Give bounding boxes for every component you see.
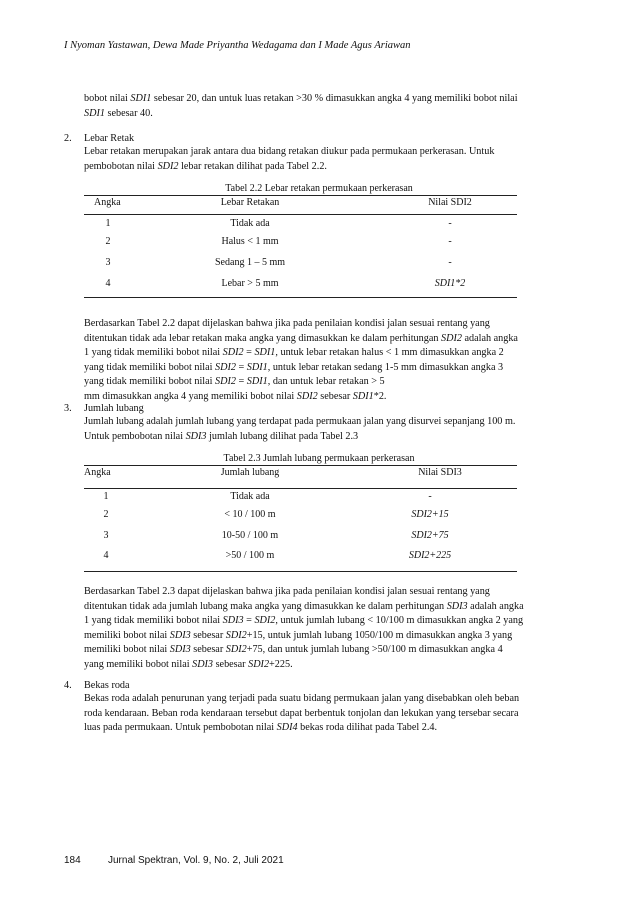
journal-citation: Jurnal Spektran, Vol. 9, No. 2, Juli 2021	[108, 855, 284, 866]
text-line: Berdasarkan Tabel 2.2 dapat dijelaskan bahwa jika pada penilaian kondisi jalan sesuai rentang yang	[84, 318, 490, 329]
table-caption: Tabel 2.3 Jumlah lubang permukaan perkerasan	[223, 453, 415, 464]
table-header-cell: Lebar Retakan	[220, 197, 280, 208]
table-bottom-rule	[84, 297, 517, 298]
table-cell: >50 / 100 m	[225, 550, 275, 561]
table-cell: SDI1*2	[434, 278, 466, 289]
table-cell: < 10 / 100 m	[224, 509, 276, 520]
section-paragraph	[84, 585, 550, 673]
text-line: roda kendaraan. Beban roda kendaraan tersebut dapat berbentuk tonjolan dan lekukan yang tersebar secara	[84, 707, 519, 719]
page-number: 184	[64, 855, 81, 866]
table-header-cell: Nilai SDI3	[418, 467, 462, 478]
table-header-cell: Nilai SDI2	[428, 197, 472, 208]
table-cell: -	[448, 218, 452, 229]
section-number: 4.	[64, 680, 72, 691]
text-line: yang tidak memiliki bobot nilai SDI2 = SDI1, dan untuk lebar retakan > 5	[84, 376, 385, 388]
text-line: yang memiliki bobot nilai SDI3 sebesar SDI2+225.	[84, 658, 293, 670]
table-caption: Tabel 2.2 Lebar retakan permukaan perkerasan	[225, 183, 413, 194]
text-line: Bekas roda adalah penurunan yang terjadi pada suatu bidang permukaan jalan yang disebabkan oleh beban	[84, 693, 520, 704]
text-line: luas pada permukaan. Untuk pembobotan nilai SDI4 bekas roda dilihat pada Tabel 2.4.	[84, 722, 438, 734]
text-line: Berdasarkan Tabel 2.3 dapat dijelaskan bahwa jika pada penilaian kondisi jalan sesuai rentang yang	[84, 586, 490, 597]
text-line: Untuk pembobotan nilai SDI3 jumlah lubang dilihat pada Tabel 2.3	[84, 430, 359, 442]
table-cell: 2	[105, 236, 111, 247]
table-cell: -	[448, 236, 452, 247]
table-cell: 4	[103, 550, 109, 561]
table-cell: SDI2+15	[411, 509, 449, 520]
section-paragraph	[84, 145, 550, 174]
section-number: 3.	[64, 403, 72, 414]
section-paragraph	[84, 415, 550, 444]
intro-paragraph	[84, 92, 550, 121]
text-line: mm dimasukkan angka 4 yang memiliki bobot nilai SDI2 sebesar SDI1*2.	[84, 390, 387, 402]
running-header: I Nyoman Yastawan, Dewa Made Priyantha Wedagama dan I Made Agus Ariawan	[64, 40, 411, 51]
text-line: SDI1 sebesar 40.	[84, 107, 153, 119]
table-header-cell: Angka	[84, 467, 111, 478]
text-line: 1 yang tidak memiliki bobot nilai SDI3 = SDI2, untuk jumlah lubang < 10/100 m dimasukkan angka 2 yang	[84, 615, 524, 627]
text-line: Lebar retakan merupakan jarak antara dua bidang retakan diukur pada permukaan perkerasan. Untuk	[84, 146, 495, 157]
section-paragraph	[84, 692, 550, 736]
table-cell: 3	[105, 257, 111, 268]
text-line: yang tidak memiliki bobot nilai SDI2 = SDI1, untuk lebar retakan sedang 1-5 mm dimasukkan angka 3	[84, 361, 504, 373]
table-cell: 1	[103, 491, 109, 502]
table-header-cell: Angka	[94, 197, 121, 208]
text-line: memiliki bobot nilai SDI3 sebesar SDI2+75, dan untuk jumlah lubang >50/100 m dimasukkan angka 4	[84, 644, 503, 656]
table-top-rule	[84, 465, 517, 466]
section-title: Bekas roda	[84, 680, 130, 691]
table-cell: 3	[103, 530, 109, 541]
table-cell: 1	[105, 218, 111, 229]
section-paragraph	[84, 317, 550, 405]
text-line: 1 yang tidak memiliki bobot nilai SDI2 = SDI1, untuk lebar retakan halus < 1 mm dimasukkan angka 2	[84, 347, 504, 359]
text-line: ditentukan tidak ada lebar retakan maka angka yang dimasukkan ke dalam perhitungan SDI2 adalah angka	[84, 332, 518, 344]
table-header-rule	[84, 214, 517, 215]
table-cell: Tidak ada	[230, 218, 270, 229]
text-line: ditentukan tidak ada jumlah lubang maka angka yang dimasukkan ke dalam perhitungan SDI3 adalah angka	[84, 600, 524, 612]
section-title: Jumlah lubang	[84, 403, 144, 414]
table-header-cell: Jumlah lubang	[220, 467, 280, 478]
table-cell: Lebar > 5 mm	[221, 278, 279, 289]
table-cell: Halus < 1 mm	[221, 236, 279, 247]
table-cell: SDI2+75	[411, 530, 449, 541]
table-cell: 10-50 / 100 m	[221, 530, 279, 541]
section-title: Lebar Retak	[84, 133, 135, 144]
table-bottom-rule	[84, 571, 517, 572]
table-cell: SDI2+225	[408, 550, 452, 561]
text-line: pembobotan nilai SDI2 lebar retakan dilihat pada Tabel 2.2.	[84, 160, 327, 172]
text-line: memiliki bobot nilai SDI3 sebesar SDI2+15, untuk jumlah lubang 1050/100 m dimasukkan angka 3 yang	[84, 629, 513, 641]
table-cell: -	[448, 257, 452, 268]
section-number: 2.	[64, 133, 72, 144]
table-top-rule	[84, 195, 517, 196]
text-line: bobot nilai SDI1 sebesar 20, dan untuk luas retakan >30 % dimasukkan angka 4 yang memiliki bobot nilai	[84, 93, 518, 104]
table-cell: Sedang 1 – 5 mm	[215, 257, 285, 268]
table-cell: -	[428, 491, 432, 502]
text-line: Jumlah lubang adalah jumlah lubang yang terdapat pada permukaan jalan yang disurvei sepanjang 100 m.	[84, 416, 516, 427]
table-cell: 2	[103, 509, 109, 520]
table-header-rule	[84, 488, 517, 489]
table-cell: Tidak ada	[230, 491, 270, 502]
table-cell: 4	[105, 278, 111, 289]
